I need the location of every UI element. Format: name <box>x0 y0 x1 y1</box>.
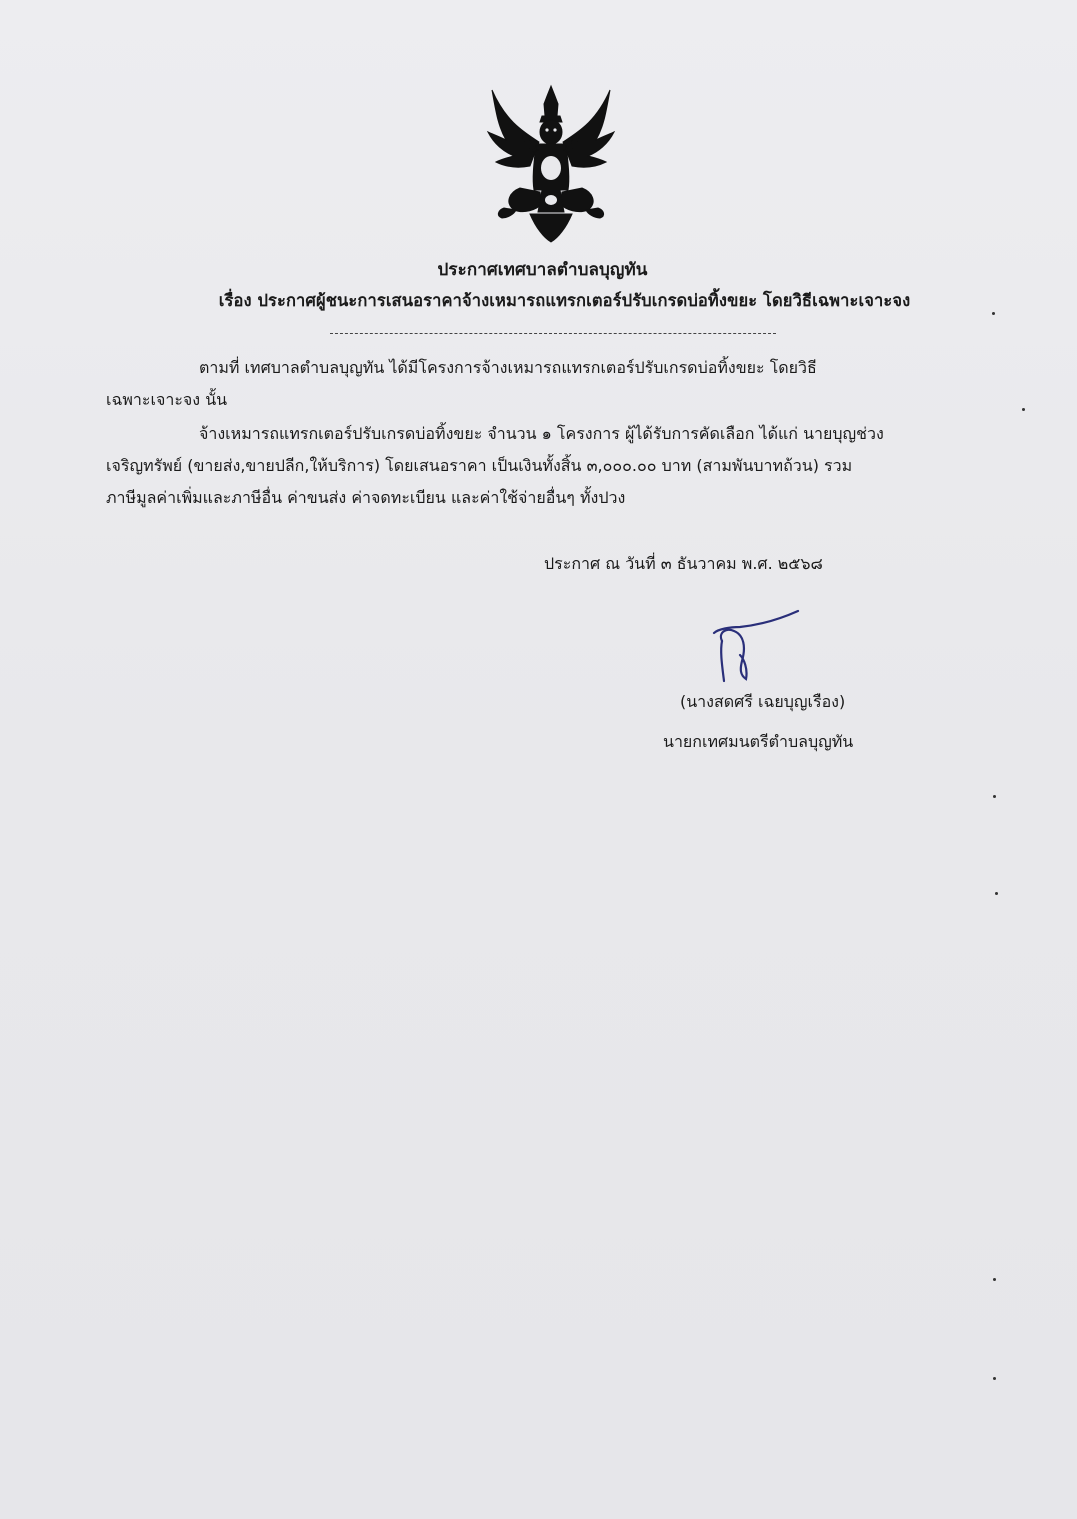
announcement-date: ประกาศ ณ วันที่ ๓ ธันวาคม พ.ศ. ๒๕๖๘ <box>544 554 823 573</box>
title-divider <box>330 333 776 334</box>
signer-title: นายกเทศมนตรีตำบลบุญทัน <box>663 732 854 751</box>
announcement-subject: เรื่อง ประกาศผู้ชนะการเสนอราคาจ้างเหมารถแทรกเตอร์ปรับเกรดบ่อทิ้งขยะ โดยวิธีเฉพาะเจาะจง <box>218 291 911 310</box>
scan-speck <box>993 1278 996 1281</box>
paragraph-line: ตามที่ เทศบาลตำบลบุญทัน ได้มีโครงการจ้างเหมารถแทรกเตอร์ปรับเกรดบ่อทิ้งขยะ โดยวิธี <box>199 358 817 377</box>
paragraph-line: เฉพาะเจาะจง นั้น <box>106 390 228 409</box>
paragraph-line: ภาษีมูลค่าเพิ่มและภาษีอื่น ค่าขนส่ง ค่าจดทะเบียน และค่าใช้จ่ายอื่นๆ ทั้งปวง <box>106 488 626 507</box>
signer-name: (นางสดศรี เฉยบุญเรือง) <box>680 692 846 711</box>
announcement-title: ประกาศเทศบาลตำบลบุญทัน <box>437 260 648 280</box>
scan-speck <box>993 1377 996 1380</box>
scan-speck <box>993 795 996 798</box>
handwritten-signature <box>700 605 810 685</box>
body-paragraph-2 <box>106 418 976 514</box>
paragraph-line: จ้างเหมารถแทรกเตอร์ปรับเกรดบ่อทิ้งขยะ จำนวน ๑ โครงการ ผู้ได้รับการคัดเลือก ได้แก่ นายบุญช่วง <box>199 424 884 443</box>
body-paragraph-1 <box>106 352 976 416</box>
scan-speck <box>995 892 998 895</box>
scan-speck <box>1022 408 1025 411</box>
paragraph-line: เจริญทรัพย์ (ขายส่ง,ขายปลีก,ให้บริการ) โดยเสนอราคา เป็นเงินทั้งสิ้น ๓,๐๐๐.๐๐ บาท (สามพันบาทถ้วน) รวม <box>106 456 853 475</box>
scan-speck <box>992 312 995 315</box>
garuda-emblem-icon <box>484 82 618 244</box>
